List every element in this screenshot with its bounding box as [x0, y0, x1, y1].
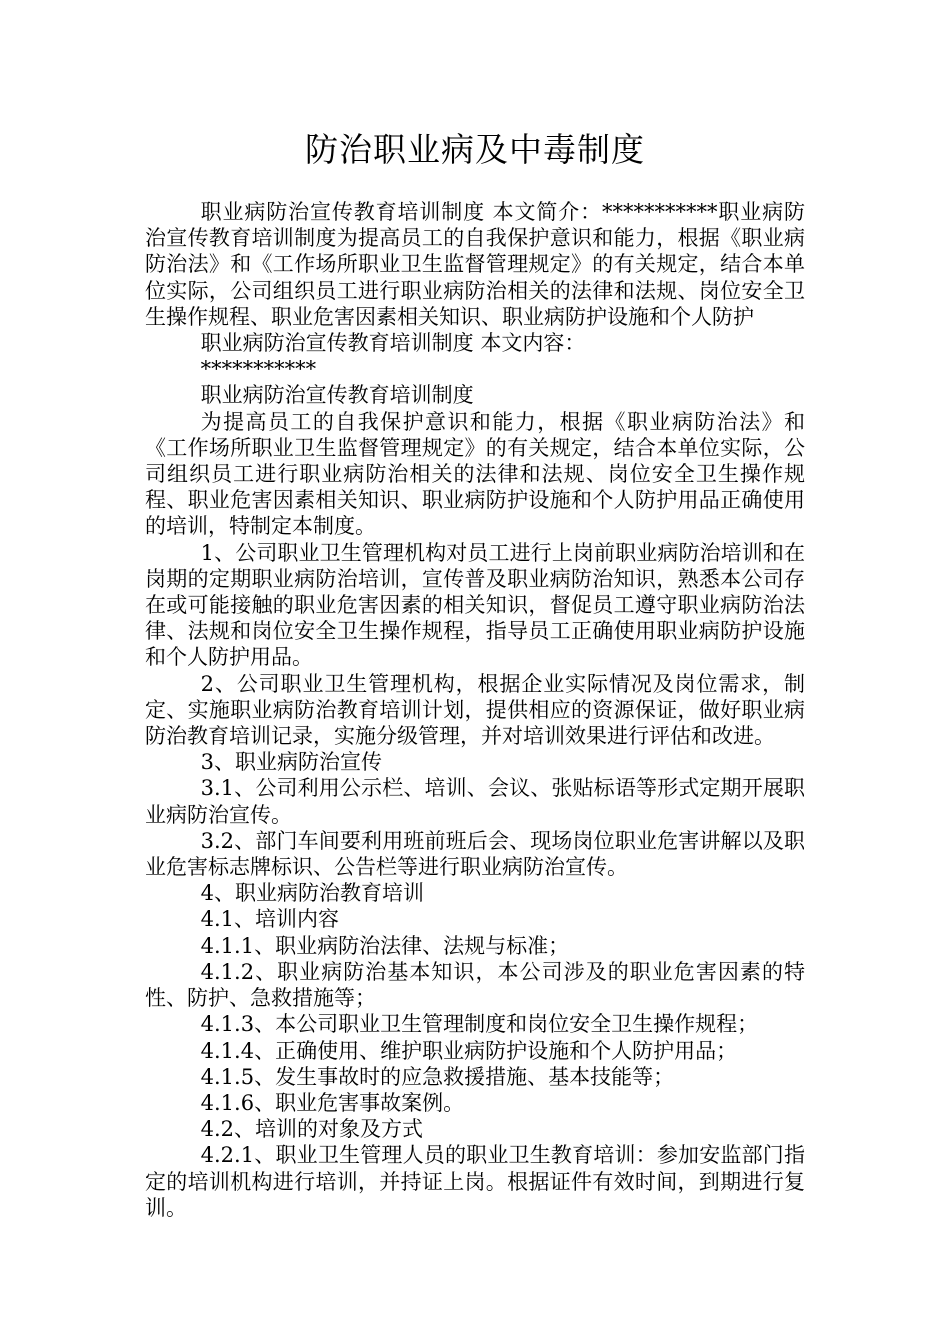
paragraph-item-4-1-3: 4.1.3、本公司职业卫生管理制度和岗位安全卫生操作规程；	[200, 1012, 759, 1037]
paragraph-content-heading: 职业病防治宣传教育培训制度 本文内容：	[200, 331, 586, 356]
document-body	[145, 199, 805, 1221]
paragraph-item-3-1: 3.1、公司利用公示栏、培训、会议、张贴标语等形式定期开展职业病防治宣传。	[145, 776, 805, 827]
paragraph-item-4-1-6: 4.1.6、职业危害事故案例。	[200, 1090, 465, 1115]
paragraph-purpose: 为提高员工的自我保护意识和能力，根据《职业病防治法》和《工作场所职业卫生监督管理规定》的有关规定，结合本单位实际，公司组织员工进行职业病防治相关的法律和法规、岗位安全卫生操作规程、职业危害因素相关知识、职业病防护设施和个人防护用品正确使用的培训，特制定本制度。	[145, 409, 805, 539]
paragraph-item-2: 2、公司职业卫生管理机构，根据企业实际情况及岗位需求，制定、实施职业病防治教育培训计划，提供相应的资源保证，做好职业病防治教育培训记录，实施分级管理，并对培训效果进行评估和改进。	[145, 671, 805, 749]
paragraph-item-4-2: 4.2、培训的对象及方式	[200, 1117, 424, 1142]
paragraph-item-3: 3、职业病防治宣传	[200, 750, 383, 775]
paragraph-item-4-1-5: 4.1.5、发生事故时的应急救援措施、基本技能等；	[200, 1064, 675, 1089]
paragraph-asterisks: ***********	[200, 357, 317, 382]
paragraph-section-title: 职业病防治宣传教育培训制度	[200, 383, 474, 408]
paragraph-item-4-1: 4.1、培训内容	[200, 907, 340, 932]
paragraph-item-4-1-4: 4.1.4、正确使用、维护职业病防护设施和个人防护用品；	[200, 1038, 738, 1063]
paragraph-item-4-1-1: 4.1.1、职业病防治法律、法规与标准；	[200, 933, 570, 958]
paragraph-intro: 职业病防治宣传教育培训制度 本文简介：***********职业病防治宣传教育培训制度为提高员工的自我保护意识和能力，根据《职业病防治法》和《工作场所职业卫生监督管理规定》的有关规定，结合本单位实际，公司组织员工进行职业病防治相关的法律和法规、岗位安全卫生操作规程、职业危害因素相关知识、职业病防护设施和个人防护	[145, 200, 805, 329]
document-title: 防治职业病及中毒制度	[305, 130, 645, 169]
paragraph-item-1: 1、公司职业卫生管理机构对员工进行上岗前职业病防治培训和在岗期的定期职业病防治培训，宣传普及职业病防治知识，熟悉本公司存在或可能接触的职业危害因素的相关知识，督促员工遵守职业病防治法律、法规和岗位安全卫生操作规程，指导员工正确使用职业病防护设施和个人防护用品。	[145, 540, 805, 670]
paragraph-item-4: 4、职业病防治教育培训	[200, 881, 425, 906]
paragraph-item-4-2-1: 4.2.1、职业卫生管理人员的职业卫生教育培训：参加安监部门指定的培训机构进行培训，并持证上岗。根据证件有效时间，到期进行复训。	[145, 1143, 805, 1220]
paragraph-item-4-1-2: 4.1.2、职业病防治基本知识，本公司涉及的职业危害因素的特性、防护、急救措施等；	[145, 959, 805, 1011]
paragraph-item-3-2: 3.2、部门车间要利用班前班后会、现场岗位职业危害讲解以及职业危害标志牌标识、公告栏等进行职业病防治宣传。	[145, 828, 805, 880]
